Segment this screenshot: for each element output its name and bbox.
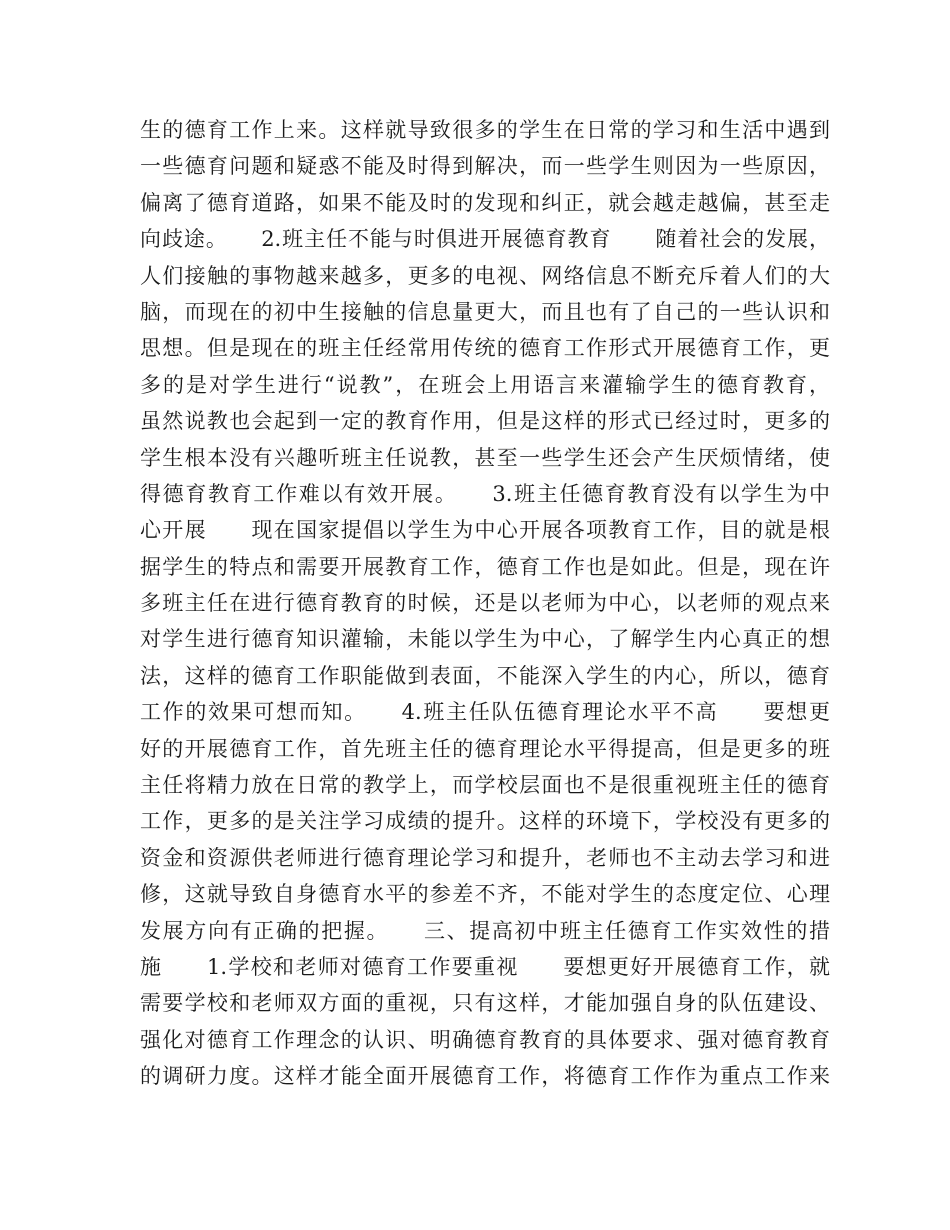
text-line: 生的德育工作上来。这样就导致很多的学生在日常的学习和生活中遇到 <box>140 118 830 142</box>
text-line: 主任将精力放在日常的教学上，而学校层面也不是很重视班主任的德育 <box>140 773 830 798</box>
text-line: 思想。但是现在的班主任经常用传统的德育工作形式开展德育工作，更 <box>140 336 830 361</box>
text-line: 向歧途。 2.班主任不能与时俱进开展德育教育 随着社会的发展， <box>140 227 830 252</box>
text-line: 学生根本没有兴趣听班主任说教，甚至一些学生还会产生厌烦情绪，使 <box>140 445 830 470</box>
text-line: 修，这就导致自身德育水平的参差不齐，不能对学生的态度定位、心理 <box>140 882 830 907</box>
text-line: 多的是对学生进行“说教”，在班会上用语言来灌输学生的德育教育， <box>140 372 830 397</box>
text-line: 对学生进行德育知识灌输，未能以学生为中心，了解学生内心真正的想 <box>140 627 830 652</box>
text-line: 的调研力度。这样才能全面开展德育工作，将德育工作作为重点工作来 <box>140 1064 830 1089</box>
text-line: 法，这样的德育工作职能做到表面，不能深入学生的内心，所以，德育 <box>140 663 830 688</box>
text-line: 得德育教育工作难以有效开展。 3.班主任德育教育没有以学生为中 <box>140 481 830 506</box>
text-line: 一些德育问题和疑惑不能及时得到解决，而一些学生则因为一些原因， <box>140 154 830 179</box>
text-line: 工作，更多的是关注学习成绩的提升。这样的环境下，学校没有更多的 <box>140 809 830 834</box>
text-line: 偏离了德育道路，如果不能及时的发现和纠正，就会越走越偏，甚至走 <box>140 190 830 215</box>
text-line: 工作的效果可想而知。 4.班主任队伍德育理论水平不高 要想更 <box>140 700 830 725</box>
text-line: 虽然说教也会起到一定的教育作用，但是这样的形式已经过时，更多的 <box>140 409 830 434</box>
text-line: 施 1.学校和老师对德育工作要重视 要想更好开展德育工作，就 <box>140 954 830 979</box>
text-line: 据学生的特点和需要开展教育工作，德育工作也是如此。但是，现在许 <box>140 554 830 579</box>
body-text <box>140 112 830 1095</box>
text-line: 多班主任在进行德育教育的时候，还是以老师为中心，以老师的观点来 <box>140 591 830 616</box>
text-line: 强化对德育工作理念的认识、明确德育教育的具体要求、强对德育教育 <box>140 1027 830 1052</box>
text-line: 好的开展德育工作，首先班主任的德育理论水平得提高，但是更多的班 <box>140 736 830 761</box>
text-line: 心开展 现在国家提倡以学生为中心开展各项教育工作，目的就是根 <box>140 518 830 543</box>
text-line: 发展方向有正确的把握。 三、提高初中班主任德育工作实效性的措 <box>140 918 830 943</box>
text-line: 资金和资源供老师进行德育理论学习和提升，老师也不主动去学习和进 <box>140 845 830 870</box>
text-line: 人们接触的事物越来越多，更多的电视、网络信息不断充斥着人们的大 <box>140 263 830 288</box>
text-line: 脑，而现在的初中生接触的信息量更大，而且也有了自己的一些认识和 <box>140 299 830 324</box>
text-line: 需要学校和老师双方面的重视，只有这样，才能加强自身的队伍建设、 <box>140 991 830 1016</box>
